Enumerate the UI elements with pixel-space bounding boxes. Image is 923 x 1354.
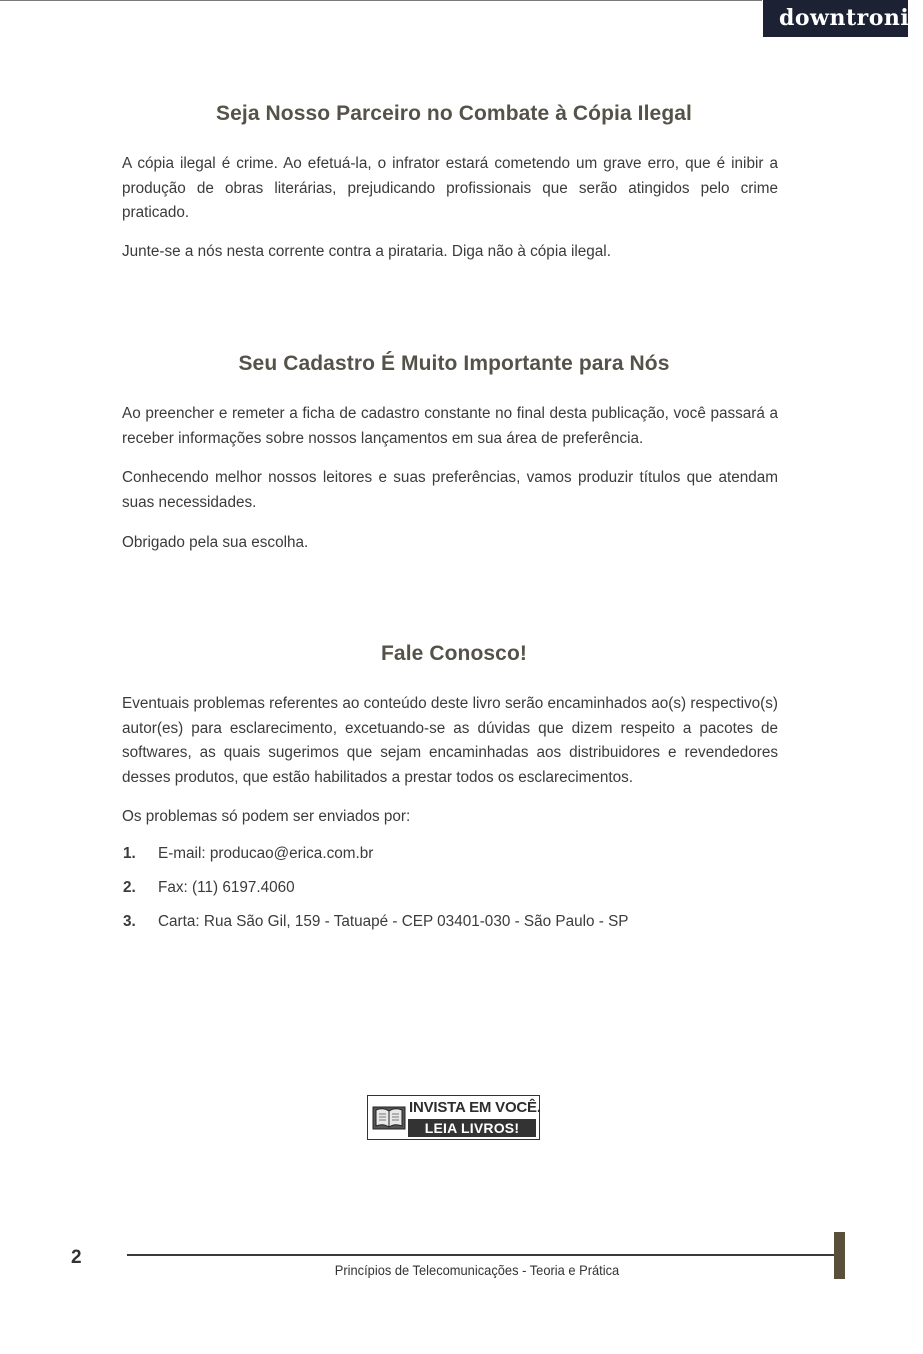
paragraph: Ao preencher e remeter a ficha de cadastro constante no final desta publicação, você passará a receber informações sobre nossos lançamentos em sua área de preferência. [122, 405, 778, 447]
footer-book-title: Princípios de Telecomunicações - Teoria e Prática [334, 1262, 620, 1278]
paragraph: Os problemas só podem ser enviados por: [122, 808, 411, 825]
email-text: E-mail: producao@erica.com.br [158, 845, 374, 862]
list-item-number: 1. [123, 845, 136, 862]
paragraph: Junte-se a nós nesta corrente contra a pirataria. Diga não à cópia ilegal. [122, 243, 611, 260]
leia-livros-logo [367, 1095, 540, 1140]
section-title-cadastro: Seu Cadastro É Muito Importante para Nós [238, 352, 670, 375]
list-item-number: 3. [123, 913, 136, 930]
list-item [123, 910, 629, 934]
paragraph: Eventuais problemas referentes ao conteúdo deste livro serão encaminhados ao(s) respectivo(s) autor(es) para esclarecimento, excetuando-se as dúvidas que dizem respeito a pacotes de softwares, as quais sugerimos que sejam encaminhadas aos distribuidores e revendedores desses produtos, que estão habilitados a prestar todos os esclarecimentos. [122, 695, 778, 786]
footer-rule [127, 1254, 834, 1256]
list-item [123, 876, 295, 900]
page-number: 2 [71, 1247, 82, 1268]
logo-tagline: INVISTA EM VOCÊ. [409, 1099, 541, 1116]
address-text: Carta: Rua São Gil, 159 - Tatuapé - CEP 03401-030 - São Paulo - SP [158, 913, 629, 930]
section-title-contato: Fale Conosco! [381, 642, 527, 665]
logo-slogan: LEIA LIVROS! [408, 1119, 536, 1137]
top-rule [0, 0, 762, 1]
paragraph: A cópia ilegal é crime. Ao efetuá-la, o infrator estará cometendo um grave erro, que é inibir a produção de obras literárias, prejudicando profissionais que serão atingidos pelo crime praticado. [122, 155, 778, 221]
paragraph: Obrigado pela sua escolha. [122, 534, 309, 551]
open-book-icon [372, 1101, 406, 1133]
section-title-pirataria: Seja Nosso Parceiro no Combate à Cópia Ilegal [216, 102, 692, 125]
fax-text: Fax: (11) 6197.4060 [158, 879, 295, 896]
list-item-number: 2. [123, 879, 136, 896]
watermark-banner: downtronic [763, 0, 908, 37]
paragraph: Conhecendo melhor nossos leitores e suas preferências, vamos produzir títulos que atendam suas necessidades. [122, 469, 778, 511]
list-item [123, 842, 373, 866]
